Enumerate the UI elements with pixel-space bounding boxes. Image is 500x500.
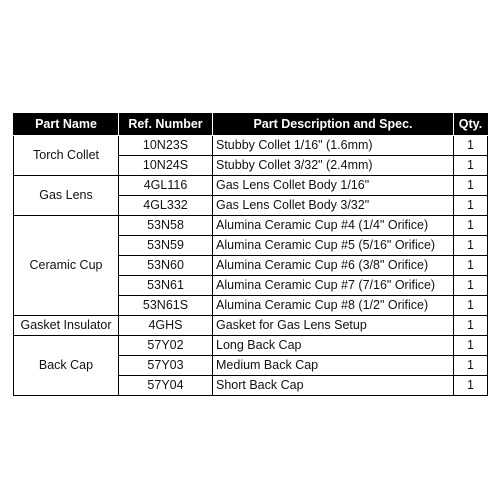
qty-cell: 1 (454, 236, 488, 256)
description-cell: Short Back Cap (213, 376, 454, 396)
qty-cell: 1 (454, 276, 488, 296)
ref-number-cell: 57Y03 (119, 356, 213, 376)
ref-number-cell: 4GL116 (119, 176, 213, 196)
ref-number-cell: 57Y02 (119, 336, 213, 356)
header-qty: Qty. (454, 114, 488, 136)
description-cell: Stubby Collet 3/32" (2.4mm) (213, 156, 454, 176)
part-name-cell: Ceramic Cup (14, 216, 119, 316)
description-cell: Alumina Ceramic Cup #4 (1/4" Orifice) (213, 216, 454, 236)
qty-cell: 1 (454, 176, 488, 196)
description-cell: Gas Lens Collet Body 3/32" (213, 196, 454, 216)
ref-number-cell: 53N59 (119, 236, 213, 256)
ref-number-cell: 10N24S (119, 156, 213, 176)
description-cell: Medium Back Cap (213, 356, 454, 376)
parts-table (13, 113, 488, 396)
description-cell: Gas Lens Collet Body 1/16" (213, 176, 454, 196)
ref-number-cell: 4GL332 (119, 196, 213, 216)
qty-cell: 1 (454, 376, 488, 396)
part-name-cell: Gasket Insulator (14, 316, 119, 336)
qty-cell: 1 (454, 256, 488, 276)
qty-cell: 1 (454, 356, 488, 376)
ref-number-cell: 4GHS (119, 316, 213, 336)
ref-number-cell: 53N60 (119, 256, 213, 276)
description-cell: Alumina Ceramic Cup #6 (3/8" Orifice) (213, 256, 454, 276)
qty-cell: 1 (454, 156, 488, 176)
header-description: Part Description and Spec. (213, 114, 454, 136)
description-cell: Stubby Collet 1/16" (1.6mm) (213, 136, 454, 156)
table-header (14, 114, 488, 136)
qty-cell: 1 (454, 216, 488, 236)
ref-number-cell: 10N23S (119, 136, 213, 156)
header-row (14, 114, 488, 136)
table-row (14, 216, 488, 236)
qty-cell: 1 (454, 296, 488, 316)
header-part-name: Part Name (14, 114, 119, 136)
description-cell: Long Back Cap (213, 336, 454, 356)
table-row (14, 316, 488, 336)
ref-number-cell: 57Y04 (119, 376, 213, 396)
table-row (14, 336, 488, 356)
table-body (14, 136, 488, 396)
qty-cell: 1 (454, 196, 488, 216)
qty-cell: 1 (454, 336, 488, 356)
part-name-cell: Torch Collet (14, 136, 119, 176)
description-cell: Alumina Ceramic Cup #7 (7/16" Orifice) (213, 276, 454, 296)
description-cell: Alumina Ceramic Cup #8 (1/2" Orifice) (213, 296, 454, 316)
description-cell: Alumina Ceramic Cup #5 (5/16" Orifice) (213, 236, 454, 256)
table-row (14, 176, 488, 196)
part-name-cell: Gas Lens (14, 176, 119, 216)
qty-cell: 1 (454, 316, 488, 336)
header-ref-number: Ref. Number (119, 114, 213, 136)
ref-number-cell: 53N58 (119, 216, 213, 236)
qty-cell: 1 (454, 136, 488, 156)
ref-number-cell: 53N61S (119, 296, 213, 316)
part-name-cell: Back Cap (14, 336, 119, 396)
table-row (14, 136, 488, 156)
description-cell: Gasket for Gas Lens Setup (213, 316, 454, 336)
ref-number-cell: 53N61 (119, 276, 213, 296)
